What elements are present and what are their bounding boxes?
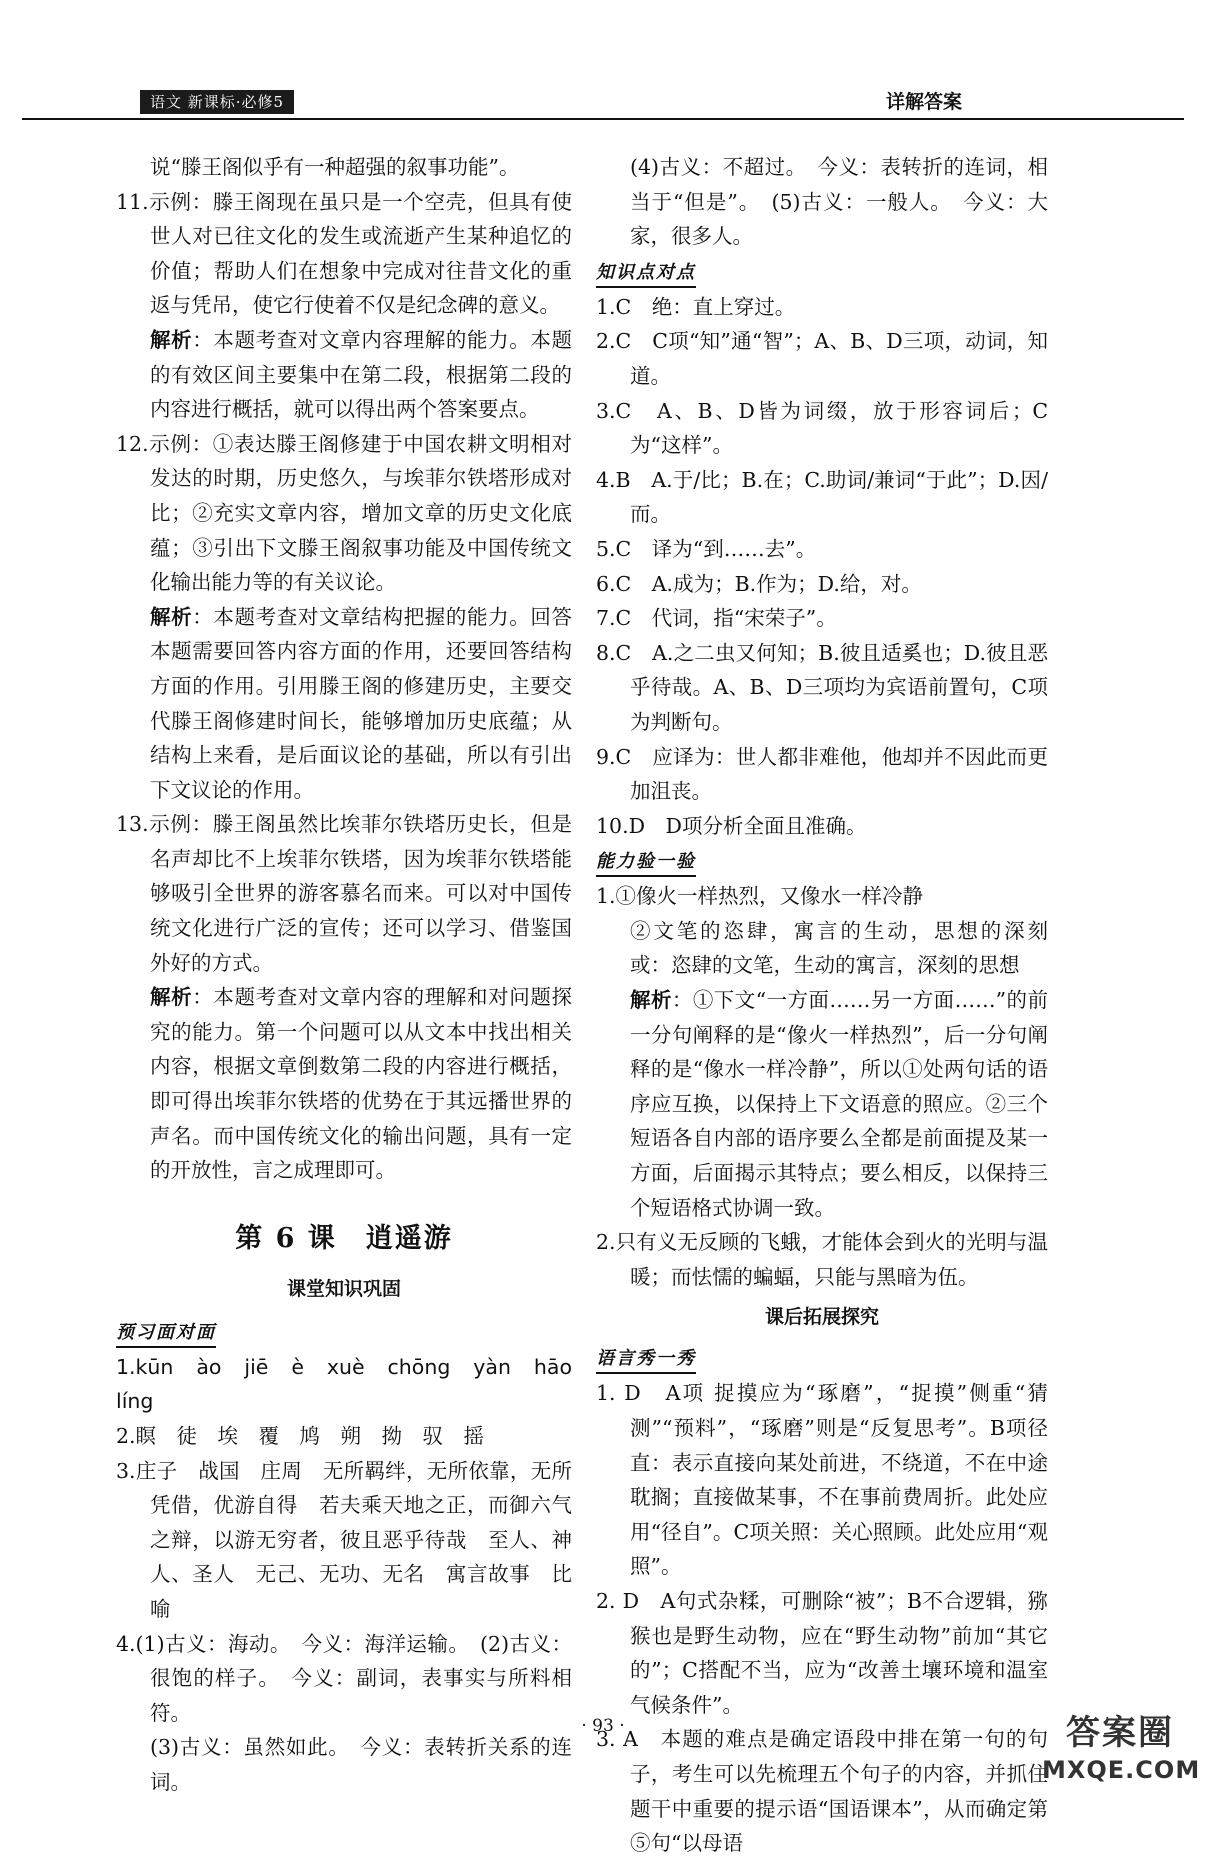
watermark-logo-text: 答案圈 xyxy=(1066,1713,1174,1753)
answer-item: 6.C A.成为；B.作为；D.给，对。 xyxy=(596,571,922,596)
answer-item: 7.C 代词，指“宋荣子”。 xyxy=(596,606,837,631)
analysis-label: 解析 xyxy=(630,988,672,1013)
ability-answer-1: 1.①像火一样热烈，又像水一样冷静 xyxy=(596,884,924,909)
analysis-text: ：本题考查对文章内容的理解和对问题探究的能力。第一个问题可以从文本中找出相关内容，根据文章倒数第二段的内容进行概括，即可得出埃菲尔铁塔的优势在于其远播世界的声名。而中国传统文化的输出问题，具有一定的开放性，言之成理即可。 xyxy=(150,985,573,1183)
list-item: 3.庄子 战国 庄周 无所羁绊，无所依靠，无所凭借，优游自得 若夫乘天地之正，而御六气之辩，以游无穷者，彼且恶乎待哉 至人、神人、圣人 无己、无功、无名 寓言故事 比喻 xyxy=(116,1458,572,1621)
analysis-label: 解析 xyxy=(150,327,193,352)
answer-13: 13.示例：滕王阁虽然比埃菲尔铁塔历史长，但是名声却比不上埃菲尔铁塔，因为埃菲尔铁塔能够吸引全世界的游客慕名而来。可以对中国传统文化进行广泛的宣传；还可以学习、借鉴国外好的方式。 xyxy=(116,812,572,975)
analysis-text: ：本题考查对文章结构把握的能力。回答本题需要回答内容方面的作用，还要回答结构方面的作用。引用滕王阁的修建历史，主要交代滕王阁修建时间长，能够增加历史底蕴；从结构上来看，是后面议论的基础，所以有引出下文议论的作用。 xyxy=(150,604,573,802)
language-answer-1: 1. D A项 捉摸应为“琢磨”，“捉摸”侧重“猜测”“预料”，“琢磨”则是“反复思考”。B项径直：表示直接向某处前进，不绕道，不在中途耽搁；直接做某事，不在事前费周折。此处应用“径自”。C项关照：关心照顾。此处应用“观照”。 xyxy=(596,1381,1048,1579)
list-item: 1.kūn ào jiē è xuè chōng yàn hāo líng xyxy=(116,1354,593,1414)
ability-answer-1b: ②文笔的恣肆，寓言的生动，思想的深刻 或：恣肆的文笔，生动的寓言，深刻的思想 xyxy=(630,918,1069,978)
answer-item: 3.C A、B、D皆为词缀，放于形容词后；C为“这样”。 xyxy=(596,398,1048,458)
answer-item: 8.C A.之二虫又何知；B.彼且适奚也；D.彼且恶乎待哉。A、B、D三项均为宾语前置句，C项为判断句。 xyxy=(596,640,1048,734)
analysis-label: 解析 xyxy=(150,604,193,629)
answer-item: 10.D D项分析全面且准确。 xyxy=(596,813,867,838)
answer-item: 5.C 译为“到……去”。 xyxy=(596,536,817,561)
right-column xyxy=(596,150,1069,1861)
analysis-13 xyxy=(116,980,572,1188)
header-title: 详解答案 xyxy=(885,91,962,113)
answer-item: 2.C C项“知”通“智”；A、B、D三项，动词，知道。 xyxy=(596,329,1048,388)
answer-item: 1.C 绝：直上穿过。 xyxy=(596,294,796,319)
section-label-language: 语言秀一秀 xyxy=(596,1346,696,1374)
analysis-12 xyxy=(116,600,572,808)
list-item: (3)古义：虽然如此。 今义：表转折关系的连词。 xyxy=(150,1735,572,1794)
answer-item: 4.B A.于/比；B.在；C.助词/兼词“于此”；D.因/而。 xyxy=(596,467,1048,527)
site-watermark xyxy=(1042,1712,1201,1796)
right-continuation: (4)古义：不超过。 今义：表转折的连词，相当于“但是”。 (5)古义：一般人。 今义：大家，很多人。 xyxy=(630,155,1048,249)
analysis-label: 解析 xyxy=(150,985,193,1010)
language-answer-2: 2. D A句式杂糅，可删除“被”；B不合逻辑，猕猴也是野生动物，应在“野生动物”前加“其它的”；C搭配不当，应为“改善土壤环境和温室气候条件”。 xyxy=(596,1588,1048,1717)
answer-item: 9.C 应译为：世人都非难他，他却并不因此而更加沮丧。 xyxy=(596,744,1048,804)
watermark-url: MXQE.COM xyxy=(1042,1756,1201,1784)
analysis-text: ：①下文“一方面……另一方面……”的前一分句阐释的是“像火一样热烈”，后一分句阐释的是“像水一样冷静”，所以①处两句话的语序应互换，以保持上下文语意的照应。②三个短语各自内部的语序要么全都是前面提及某一方面，后面揭示其特点；要么相反，以保持三个短语格式协调一致。 xyxy=(630,988,1048,1220)
left-column xyxy=(116,150,593,1800)
page-header xyxy=(22,88,1184,120)
analysis-text: ：本题考查对文章内容理解的能力。本题的有效区间主要集中在第二段，根据第二段的内容进行概括，就可以得出两个答案要点。 xyxy=(150,327,573,422)
page-number: · 93 · xyxy=(581,1716,625,1736)
section-label-knowledge: 知识点对点 xyxy=(596,260,696,288)
list-item: 2.瞑 徒 埃 覆 鸠 朔 拗 驭 摇 xyxy=(116,1424,485,1448)
lesson-title: 第 6 课 逍遥游 xyxy=(235,1222,453,1254)
section-subhead-extension: 课后拓展探究 xyxy=(764,1306,879,1329)
list-item: 4.(1)古义：海动。 今义：海洋运输。 (2)古义：很饱的样子。 今义：副词，表事实与所料相符。 xyxy=(116,1631,572,1725)
ability-analysis xyxy=(596,983,1048,1225)
left-continuation: 说“滕王阁似乎有一种超强的叙事功能”。 xyxy=(150,155,520,179)
answer-12: 12.示例：①表达滕王阁修建于中国农耕文明相对发达的时期，历史悠久，与埃菲尔铁塔形成对比；②充实文章内容，增加文章的历史文化底蕴；③引出下文滕王阁叙事功能及中国传统文化输出能力等的有关议论。 xyxy=(116,431,572,595)
book-tag: 语文 新课标·必修5 xyxy=(140,90,294,114)
section-label-ability: 能力验一验 xyxy=(596,849,696,877)
answer-11: 11.示例：滕王阁现在虽只是一个空壳，但具有使世人对已往文化的发生或流逝产生某种追忆的价值；帮助人们在想象中完成对往昔文化的重返与凭吊，使它行使着不仅是纪念碑的意义。 xyxy=(116,189,572,318)
analysis-11 xyxy=(116,323,572,427)
section-label-preview: 预习面对面 xyxy=(116,1320,216,1348)
section-subhead: 课堂知识巩固 xyxy=(286,1277,401,1300)
ability-answer-2: 2.只有义无反顾的飞蛾，才能体会到火的光明与温暖；而怯懦的蝙蝠，只能与黑暗为伍。 xyxy=(596,1230,1048,1289)
language-answer-3: 3. A 本题的难点是确定语段中排在第一句的句子，考生可以先梳理五个句子的内容，并抓住题干中重要的提示语“国语课本”，从而确定第⑤句“以母语 xyxy=(596,1727,1048,1856)
